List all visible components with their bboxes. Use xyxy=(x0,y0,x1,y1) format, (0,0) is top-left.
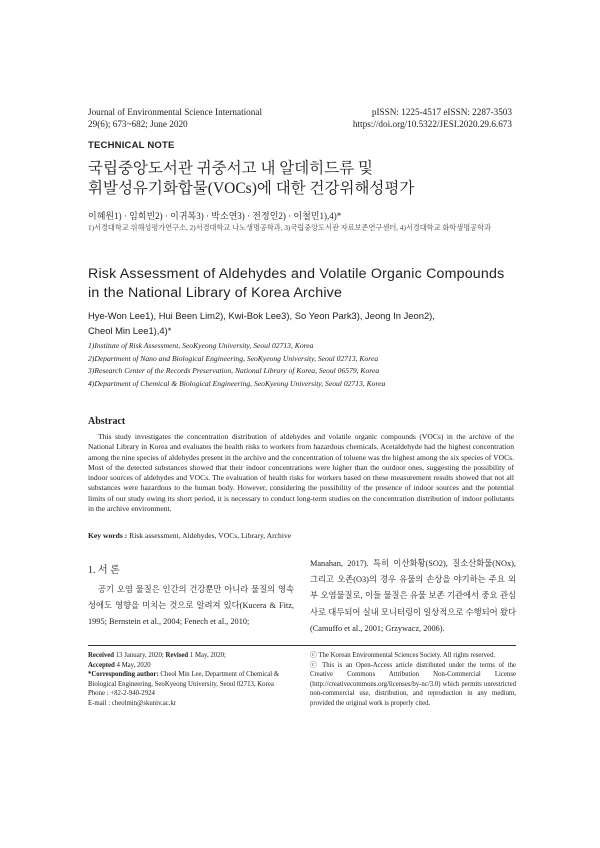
korean-affiliations: 1)서경대학교 위해성평가연구소, 2)서경대학교 나노생명공학과, 3)국립중앙도서관 자료보존연구센터, 4)서경대학교 화학생명공학과 xyxy=(88,224,491,232)
email-link[interactable]: E-mail : cheolmin@skuniv.ac.kr xyxy=(88,699,177,707)
english-authors-line2: Cheol Min Lee1),4)* xyxy=(88,325,172,336)
received-date: 13 January, 2020; xyxy=(115,652,164,659)
volume-info: 29(6); 673~682; June 2020 xyxy=(88,119,188,129)
license-text: ⓒ This is an Open-Access article distributed under the terms of the Creative Commons Attribution Non-Commercial License (http://creativecommons.org/licenses/by-nc/3.0) which permits unrestricted non-commercial use, distribution, and reproduction in any medium, provided the original work is properly cited. xyxy=(310,661,516,707)
issn: pISSN: 1225-4517 eISSN: 2287-3503 xyxy=(371,107,512,117)
affiliation-3: 3)Research Center of the Records Preservation, National Library of Korea, Seoul 06579, Korea xyxy=(88,366,380,376)
journal-header xyxy=(88,106,262,130)
journal-name: Journal of Environmental Science International xyxy=(88,107,262,117)
affiliation-4: 4)Department of Chemical & Biological Engineering, SeoKyeong University, Seoul 02713, Korea xyxy=(88,378,386,388)
body-column-right: Manahan, 2017). 특히 이산화황(SO2), 질소산화물(NOx), 그리고 오존(O3)의 경우 유물의 손상을 야기하는 주요 외부 오염물질로, 이들 물질은 유물 보존 기관에서 중요 관심사로 대두되어 실내 모니터링이 일상적으로 수행되어 왔다(Camuffo et al., 2001; Grzywacz, 2006). xyxy=(310,559,516,633)
english-title-line2: in the National Library of Korea Archive xyxy=(88,285,343,301)
accepted-date: 4 May, 2020 xyxy=(116,661,151,669)
english-authors-line1: Hye-Won Lee1), Hui Been Lim2), Kwi-Bok Lee3), So Yeon Park3), Jeong In Jeon2), xyxy=(88,310,435,321)
english-title-line1: Risk Assessment of Aldehydes and Volatile Organic Compounds xyxy=(88,266,505,282)
affiliation-2: 2)Department of Nano and Biological Engineering, SeoKyeong University, Seoul 02713, Korea xyxy=(88,353,379,363)
doi-link[interactable]: https://doi.org/10.5322/JESI.2020.29.6.673 xyxy=(352,119,512,129)
dates-line xyxy=(88,651,298,661)
section-heading: 1. 서 론 xyxy=(88,565,120,576)
abstract-body: This study investigates the concentration distribution of aldehydes and volatile organic compounds (VOCs) in the archive of the National Library in Korea and evaluates the health risks to workers from hazardous chemicals. Acetaldehyde had the highest concentration among the nine species of aldehydes present in the archive and the concentration of toluene was the highest among the six species of VOCs. Most of the detected substances showed that their indoor concentrations were higher than the outdoor ones, suggesting the possibility of indoor sources of aldehydes and VOCs. The evaluation of health risks for workers based on these measurement results showed that not all substances were hazardous to the human body. However, considering the possibility of the presence of indoor sources and the potential limits of our study owing its short period, it is necessary to conduct long-term studies on the concentration distribution of indoor pollutants in the archive environment. xyxy=(88,432,514,514)
body-column-left: 공기 오염 물질은 인간의 건강뿐만 아니라 물질의 영속성에도 영향을 미치는 것으로 알려져 있다(Kucera & Fitz, 1995; Bernstein et al., 2004; Fenech et al., 2010; xyxy=(88,585,294,627)
abstract-heading: Abstract xyxy=(88,416,126,427)
accepted-label: Accepted xyxy=(88,661,115,669)
revised-label: Revised xyxy=(165,652,189,659)
license-notice xyxy=(310,651,516,709)
accepted-line xyxy=(88,661,298,671)
revised-date: 1 May, 2020; xyxy=(189,652,226,659)
korean-title-line2: 휘발성유기화합물(VOCs)에 대한 건강위해성평가 xyxy=(88,180,415,197)
korean-authors: 이혜원1) · 임희빈2) · 이귀복3) · 박소연3) · 전정인2) · 이철민1),4)* xyxy=(88,211,342,221)
phone: Phone : +82-2-940-2924 xyxy=(88,690,155,698)
copyright: ⓒ The Korean Environmental Sciences Society. All rights reserved. xyxy=(310,652,496,659)
article-history xyxy=(88,651,298,709)
keywords xyxy=(88,531,291,540)
corresponding-author xyxy=(88,670,298,689)
english-title xyxy=(88,265,518,303)
article-type: TECHNICAL NOTE xyxy=(88,140,175,151)
corresponding-info: Cheol Min Lee, Department of Chemical & Biological Engineering, SeoKyeong University, Seoul 02713, Korea xyxy=(88,671,280,688)
keywords-label: Key words : xyxy=(88,531,128,540)
corresponding-label: *Corresponding author: xyxy=(88,671,159,679)
received-label: Received xyxy=(88,652,115,659)
issn-header xyxy=(353,106,512,130)
footnote-divider xyxy=(88,645,516,646)
english-authors xyxy=(88,308,518,338)
english-affiliations xyxy=(88,340,385,390)
korean-title xyxy=(88,159,518,199)
keywords-list: Risk assessment, Aldehydes, VOCs, Library, Archive xyxy=(129,531,292,540)
affiliation-1: 1)Institute of Risk Assessment, SeoKyeong University, Seoul 02713, Korea xyxy=(88,341,314,350)
korean-title-line1: 국립중앙도서관 귀중서고 내 알데히드류 및 xyxy=(88,160,374,177)
